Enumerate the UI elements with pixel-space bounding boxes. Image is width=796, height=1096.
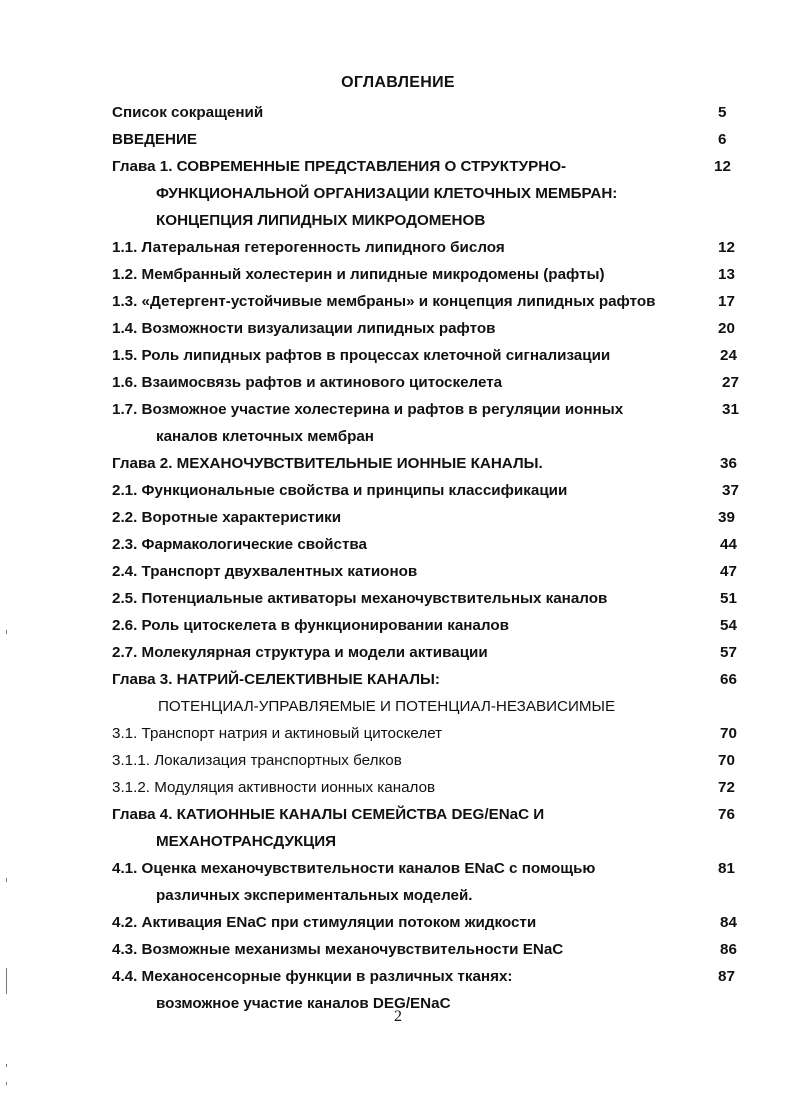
toc-entry-text: ВВЕДЕНИЕ: [112, 131, 198, 148]
toc-entry-text: 2.6. Роль цитоскелета в функционировании каналов: [112, 617, 509, 634]
toc-entry-page: 66: [720, 671, 737, 688]
toc-entry-page: 20: [718, 320, 735, 337]
toc-entry-text: 2.3. Фармакологические свойства: [112, 536, 367, 553]
toc-entry-text: каналов клеточных мембран: [156, 428, 374, 445]
toc-entry: [0, 585, 796, 612]
toc-entry-text: МЕХАНОТРАНСДУКЦИЯ: [156, 833, 337, 850]
toc-entry-text: различных экспериментальных моделей.: [156, 887, 473, 904]
toc-entry-text: 4.4. Механосенсорные функции в различных тканях:: [112, 968, 513, 985]
toc-entry-text: 2.5. Потенциальные активаторы механочувствительных каналов: [112, 590, 608, 607]
toc-entry-continuation: [0, 207, 796, 234]
toc-entry-text: 3.1. Транспорт натрия и актиновый цитоскелет: [112, 725, 443, 742]
toc-entry-page: 81: [718, 860, 735, 877]
toc-entry-continuation: [0, 882, 796, 909]
toc-entry-text: Глава 3. НАТРИЙ-СЕЛЕКТИВНЫЕ КАНАЛЫ:: [112, 671, 440, 688]
toc-entry: [0, 342, 796, 369]
toc-entry-page: 36: [720, 455, 737, 472]
toc-entry-text: Глава 2. МЕХАНОЧУВСТВИТЕЛЬНЫЕ ИОННЫЕ КАНАЛЫ.: [112, 455, 543, 472]
scan-speck: [6, 630, 7, 634]
toc-entry-page: 24: [720, 347, 737, 364]
toc-entry-continuation: [0, 423, 796, 450]
scan-speck: [6, 968, 7, 994]
toc-entry-continuation: [0, 693, 796, 720]
page-number: 2: [394, 1008, 402, 1025]
toc-entry-text: Глава 4. КАТИОННЫЕ КАНАЛЫ СЕМЕЙСТВА DEG/ENaC И: [112, 806, 545, 823]
toc-entry-page: 17: [718, 293, 735, 310]
toc-entry-text: 4.1. Оценка механочувствительности каналов ENaC с помощью: [112, 860, 596, 877]
toc-entry-page: 6: [718, 131, 727, 148]
toc-entry-text: 2.2. Воротные характеристики: [112, 509, 342, 526]
toc-entry: [0, 774, 796, 801]
toc-entry: [0, 639, 796, 666]
toc-entry: [0, 450, 796, 477]
toc-entry: [0, 504, 796, 531]
toc-entry-text: 2.4. Транспорт двухвалентных катионов: [112, 563, 418, 580]
toc-entry-text: 1.7. Возможное участие холестерина и рафтов в регуляции ионных: [112, 401, 624, 418]
toc-entry: [0, 477, 796, 504]
toc-entry-page: 57: [720, 644, 737, 661]
toc-entry-text: 4.2. Активация ENaC при стимуляции потоком жидкости: [112, 914, 537, 931]
toc-entry-text: 1.2. Мембранный холестерин и липидные микродомены (рафты): [112, 266, 605, 283]
toc-entry-text: 3.1.1. Локализация транспортных белков: [112, 752, 402, 769]
toc-entry: [0, 963, 796, 990]
toc-entry-page: 76: [718, 806, 735, 823]
scan-speck: [6, 1064, 7, 1067]
toc-entry: [0, 315, 796, 342]
toc-entry-page: 31: [722, 401, 739, 418]
toc-entry-text: 3.1.2. Модуляция активности ионных каналов: [112, 779, 436, 796]
toc-entry-page: 87: [718, 968, 735, 985]
toc-entry: [0, 801, 796, 828]
toc-entry-page: 86: [720, 941, 737, 958]
toc-entry-text: возможное участие каналов DEG/ENaC: [156, 995, 451, 1012]
scan-speck: [6, 878, 7, 882]
toc-entry-text: Глава 1. СОВРЕМЕННЫЕ ПРЕДСТАВЛЕНИЯ О СТРУКТУРНО-: [112, 158, 567, 175]
toc-entry: [0, 234, 796, 261]
toc-entry-page: 72: [718, 779, 735, 796]
toc-entry-page: 84: [720, 914, 737, 931]
toc-entry: [0, 153, 796, 180]
toc-entry-text: 1.4. Возможности визуализации липидных рафтов: [112, 320, 496, 337]
toc-entry-text: ПОТЕНЦИАЛ-УПРАВЛЯЕМЫЕ И ПОТЕНЦИАЛ-НЕЗАВИСИМЫЕ: [158, 698, 616, 715]
toc-title: ОГЛАВЛЕНИЕ: [341, 74, 455, 91]
toc-list: [0, 99, 796, 1017]
toc-entry-page: 37: [722, 482, 739, 499]
toc-entry-page: 70: [720, 725, 737, 742]
toc-entry: [0, 612, 796, 639]
toc-entry-page: 13: [718, 266, 735, 283]
toc-entry-page: 44: [720, 536, 737, 553]
toc-entry: [0, 369, 796, 396]
toc-entry-text: 2.7. Молекулярная структура и модели активации: [112, 644, 488, 661]
toc-entry: [0, 855, 796, 882]
toc-entry: [0, 558, 796, 585]
toc-entry-text: 2.1. Функциональные свойства и принципы классификации: [112, 482, 568, 499]
toc-entry: [0, 909, 796, 936]
toc-entry-page: 27: [722, 374, 739, 391]
toc-entry: [0, 720, 796, 747]
toc-entry: [0, 936, 796, 963]
toc-entry-text: 4.3. Возможные механизмы механочувствительности ENaC: [112, 941, 564, 958]
toc-entry-text: ФУНКЦИОНАЛЬНОЙ ОРГАНИЗАЦИИ КЛЕТОЧНЫХ МЕМБРАН:: [156, 185, 618, 202]
toc-entry-text: 1.6. Взаимосвязь рафтов и актинового цитоскелета: [112, 374, 503, 391]
toc-entry: [0, 747, 796, 774]
toc-entry-page: 39: [718, 509, 735, 526]
toc-entry-page: 70: [718, 752, 735, 769]
toc-entry-page: 47: [720, 563, 737, 580]
toc-entry: [0, 126, 796, 153]
toc-entry-continuation: [0, 828, 796, 855]
toc-entry-text: 1.5. Роль липидных рафтов в процессах клеточной сигнализации: [112, 347, 611, 364]
toc-entry-continuation: [0, 180, 796, 207]
toc-entry-page: 54: [720, 617, 737, 634]
toc-entry-page: 12: [718, 239, 735, 256]
scan-speck: [6, 1082, 7, 1085]
toc-entry-text: 1.1. Латеральная гетерогенность липидного бислоя: [112, 239, 505, 256]
toc-entry-text: Список сокращений: [112, 104, 264, 121]
toc-entry: [0, 666, 796, 693]
toc-entry-page: 12: [714, 158, 731, 175]
toc-entry: [0, 531, 796, 558]
toc-entry: [0, 288, 796, 315]
toc-entry: [0, 396, 796, 423]
toc-entry-page: 51: [720, 590, 737, 607]
toc-entry-text: 1.3. «Детергент-устойчивые мембраны» и концепция липидных рафтов: [112, 293, 656, 310]
toc-entry: [0, 261, 796, 288]
toc-entry-text: КОНЦЕПЦИЯ ЛИПИДНЫХ МИКРОДОМЕНОВ: [156, 212, 486, 229]
toc-entry: [0, 99, 796, 126]
toc-entry-page: 5: [718, 104, 727, 121]
